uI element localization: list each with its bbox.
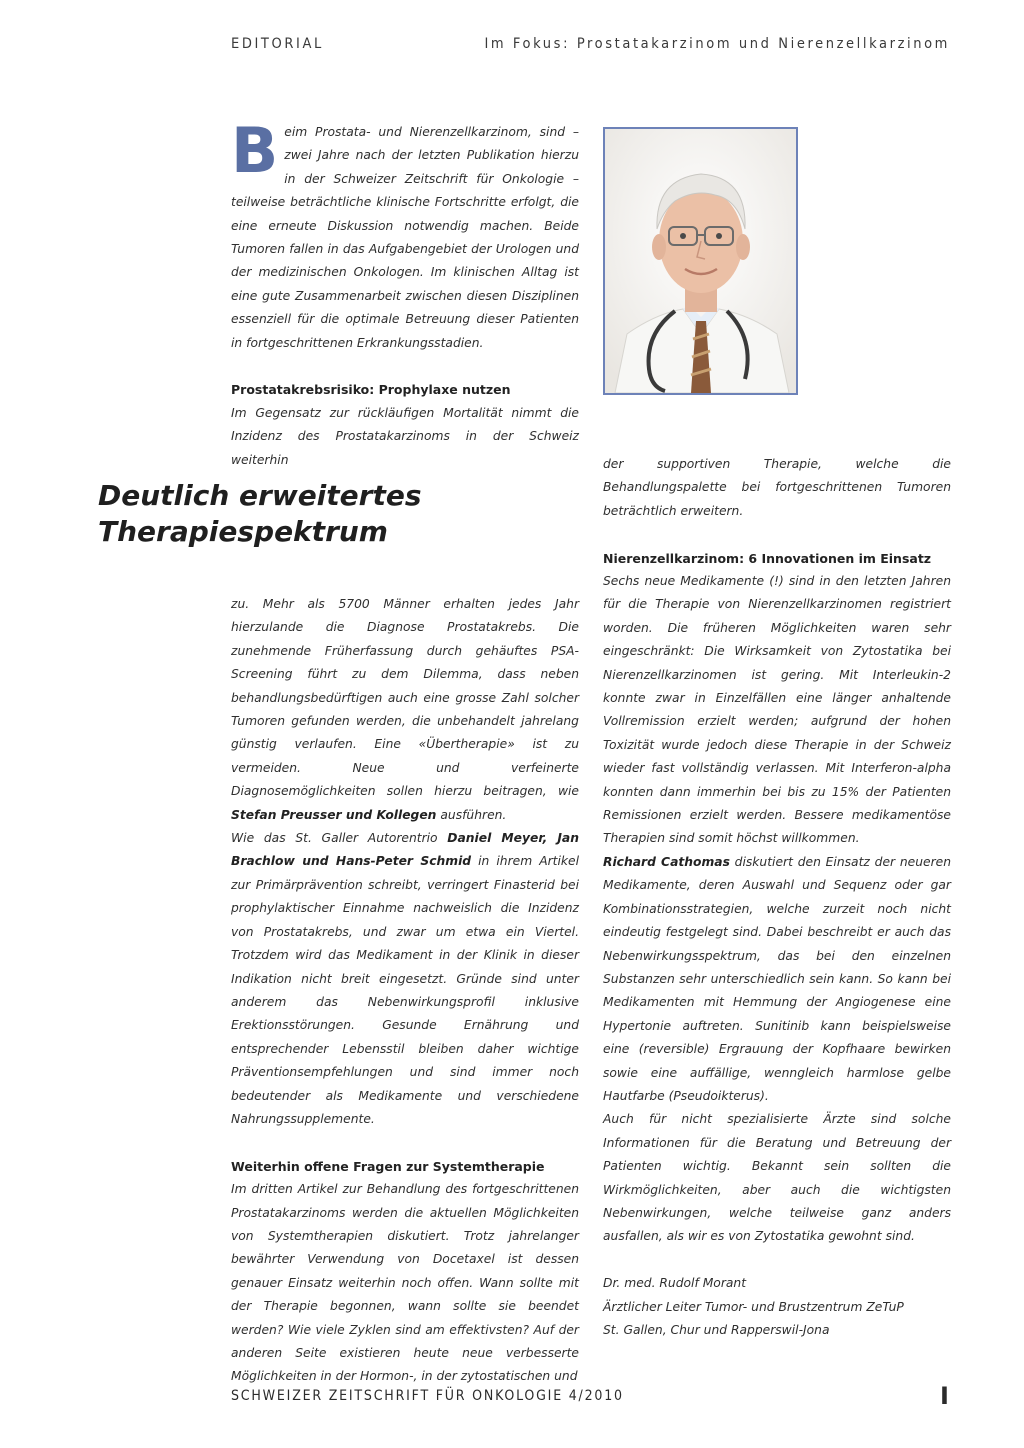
author-cathomas: Richard Cathomas — [603, 854, 730, 869]
section2-text: Im dritten Artikel zur Behandlung des fortgeschrittenen Prostatakarzinoms werden die aktuellen Möglichkeiten von Systemtherapien diskutiert. Trotz jahrelanger bewährter Verwendung von Docetaxel ist dessen genauer Einsatz weiterhin noch offen. Wann sollte mit der Therapie begonnen, wann sollte sie beendet werden? Wie viele Zyklen sind am effektivsten? Auf der anderen Seite existieren heute neue verbesserte Möglichkeiten in der Hormon-, in der zytostatischen und — [231, 1182, 579, 1384]
authors-preusser: Stefan Preusser und Kollegen — [231, 807, 437, 822]
drop-cap: B — [231, 114, 279, 187]
intro-paragraph — [231, 114, 579, 355]
portrait-illustration — [605, 129, 796, 393]
section3-para2-text: diskutiert den Einsatz der neueren Medikamente, deren Auswahl und Sequenz oder gar Kombinationsstrategien, welche zurzeit noch nicht eindeutig festgelegt sind. Dabei beschreibt er auch das Nebenwirkungsspektrum, das bei den einzelnen Substanzen sehr unterschiedlich sein kann. So kann bei Medikamenten mit Hemmung der Angiogenese eine Hypertonie auftreten. Sunitinib kann beispielsweise eine (reversible) Ergrauung der Kopfhaare bewirken sowie eine auffällige, wenngleich harmlose gelbe Hautfarbe (Pseudoikterus). — [603, 854, 951, 1103]
section3-paragraph-3: Auch für nicht spezialisierte Ärzte sind solche Informationen für die Beratung und Betreuung der Patienten wichtig. Bekannt sein sollten die Wirkmöglichkeiten, aber auch die wichtigsten Nebenwirkungen, welche teilweise ganz anders ausfallen, als wir es von Zytostatika gewohnt sind. — [603, 1112, 951, 1244]
section-heading-prophylaxe: Prostatakrebsrisiko: Prophylaxe nutzen — [231, 382, 511, 398]
section3-text: Sechs neue Medikamente (!) sind in den letzten Jahren für die Therapie von Nierenzellkarzinomen registriert worden. Die früheren Möglichkeiten waren sehr eingeschränkt: Die Wirksamkeit von Zytostatika bei Nierenzellkarzinomen ist gering. Mit Interleukin-2 konnte zwar in Einzelfällen eine länger anhaltende Vollremission erzielt werden; aufgrund der hohen Toxizität wurde jedoch diese Therapie in der Schweiz wieder fast vollständig verlassen. Mit Interferon-alpha konnten dann immerhin bei bis zu 15% der Patienten Remissionen erzielt werden. Bessere medikamentöse Therapien sind somit höchst willkommen. — [603, 574, 951, 846]
right-column — [603, 453, 951, 1342]
journal-footer: SCHWEIZER ZEITSCHRIFT FÜR ONKOLOGIE 4/2010 — [231, 1388, 624, 1404]
section1-para2-start: Wie das St. Galler Autorentrio — [231, 831, 448, 846]
section1-text-top: Im Gegensatz zur rückläufigen Mortalität nimmt die Inzidenz des Prostatakarzinoms in der Schweiz weiterhin — [231, 405, 579, 467]
authors-meyer: Daniel Meyer, Jan Brachlow und Hans-Peter Schmid — [231, 831, 579, 869]
intro-column — [231, 114, 579, 472]
headline-line-2: Therapiespektrum — [98, 515, 388, 548]
running-header-topic: Im Fokus: Prostatakarzinom und Nierenzellkarzinom — [484, 36, 950, 52]
page-number: I — [940, 1382, 949, 1410]
author-portrait-photo — [603, 127, 798, 395]
headline-line-1: Deutlich erweitertes — [98, 479, 422, 512]
section1-text-cont: zu. Mehr als 5700 Männer erhalten jedes Jahr hierzulande die Diagnose Prostatakrebs. Die zunehmende Früherfassung durch gehäuftes PSA-Screening führt zu dem Dilemma, dass neben behandlungsbedürftigen auch eine grosse Zahl solcher Tumoren gefunden werden, die unbehandelt jahrelang günstig verlaufen. Eine «Übertherapie» ist zu vermeiden. Neue und verfeinerte Diagnosemöglichkeiten sollen hierzu beitragen, wie — [231, 597, 579, 799]
section-heading-systemtherapie: Weiterhin offene Fragen zur Systemtherapie — [231, 1158, 545, 1174]
signature-role: Ärztlicher Leiter Tumor- und Brustzentrum ZeTuP — [603, 1299, 904, 1314]
right-column-continuation: der supportiven Therapie, welche die Behandlungspalette bei fortgeschrittenen Tumoren beträchtlich erweitern. — [603, 457, 951, 518]
left-column-continued — [231, 593, 579, 1389]
section1-paragraph — [231, 593, 579, 827]
section1-paragraph-2 — [231, 827, 579, 1131]
section-heading-nierenzell: Nierenzellkarzinom: 6 Innovationen im Einsatz — [603, 550, 932, 566]
section1-after-authors: ausführen. — [436, 807, 507, 822]
article-headline — [98, 478, 498, 550]
intro-text: eim Prostata- und Nierenzellkarzinom, sind – zwei Jahre nach der letzten Publikation hierzu in der Schweizer Zeitschrift für Onkologie – teilweise beträchtliche klinische Fortschritte erfolgt, die eine erneute Diskussion notwendig machen. Beide Tumoren fallen in das Aufgabengebiet der Urologen und der medizinischen Onkologen. Im klinischen Alltag ist eine gute Zusammenarbeit zwischen diesen Disziplinen essenziell für die optimale Betreuung dieser Patienten in fortgeschrittenen Erkrankungsstadien. — [231, 125, 579, 350]
running-header-section: EDITORIAL — [231, 36, 324, 52]
signature-place: St. Gallen, Chur und Rapperswil-Jona — [603, 1323, 830, 1337]
signature-name: Dr. med. Rudolf Morant — [603, 1276, 747, 1291]
section3-paragraph-2 — [603, 851, 951, 1108]
section1-para2-rest: in ihrem Artikel zur Primärprävention schreibt, verringert Finasterid bei prophylaktischer Einnahme nachweislich die Inzidenz von Prostatakrebs, und zwar um etwa ein Viertel. Trotzdem wird das Medikament in der Klinik in dieser Indikation nicht breit eingesetzt. Gründe sind unter anderem das Nebenwirkungsprofil inklusive Erektionsstörungen. Gesunde Ernährung und entsprechender Lebensstil bleiben daher wichtige Präventionsempfehlungen und sind immer noch bedeutender als Medikamente und verschiedene Nahrungssupplemente. — [231, 854, 580, 1126]
